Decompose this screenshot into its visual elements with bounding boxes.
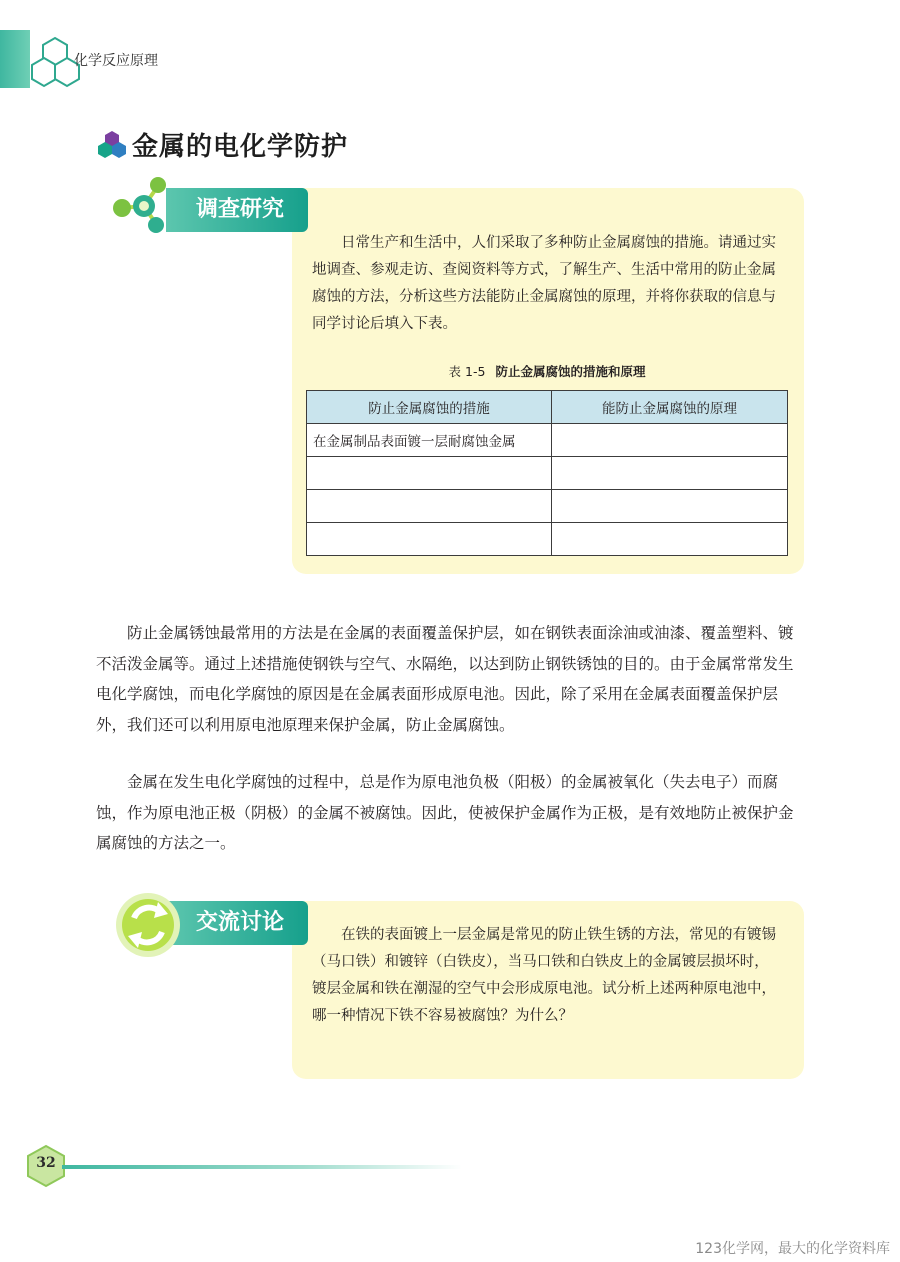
header-title: 化学反应原理 (74, 53, 158, 69)
molecule-icon (108, 174, 180, 238)
header-band (0, 30, 30, 88)
table-cell: 在金属制品表面镀一层耐腐蚀金属 (307, 424, 552, 457)
body-paragraph-1: 防止金属锈蚀最常用的方法是在金属的表面覆盖保护层，如在钢铁表面涂油或油漆、覆盖塑料、镀不活泼金属等。通过上述措施使钢铁与空气、水隔绝，以达到防止钢铁锈蚀的目的。由于金属常常发生电化学腐蚀，而电化学腐蚀的原因是在金属表面形成原电池。因此，除了采用在金属表面覆盖保护层外，我们还可以利用原电池原理来保护金属，防止金属腐蚀。 (96, 624, 794, 734)
watermark: 123化学网，最大的化学资料库 (695, 1241, 890, 1257)
footer-divider (62, 1165, 462, 1169)
table-cell (552, 424, 788, 457)
recycle-icon (112, 888, 184, 962)
measures-table (306, 390, 788, 556)
page-number: 32 (36, 1155, 56, 1171)
table-cell (307, 457, 552, 490)
table-header-measure: 防止金属腐蚀的措施 (307, 391, 552, 424)
discussion-text: 在铁的表面镀上一层金属是常见的防止铁生锈的方法，常见的有镀锡（马口铁）和镀锌（白铁皮），当马口铁和白铁皮上的金属镀层损坏时，镀层金属和铁在潮湿的空气中会形成原电池。试分析上述两种原电池中，哪一种情况下铁不容易被腐蚀？为什么？ (312, 927, 776, 1024)
discussion-tag: 交流讨论 (166, 901, 308, 945)
table-cell (552, 457, 788, 490)
hexagon-logo-icon (30, 34, 80, 90)
body-paragraph-2: 金属在发生电化学腐蚀的过程中，总是作为原电池负极（阳极）的金属被氧化（失去电子）而腐蚀，作为原电池正极（阴极）的金属不被腐蚀。因此，使被保护金属作为正极，是有效地防止被保护金属腐蚀的方法之一。 (96, 773, 794, 852)
table-cell (307, 523, 552, 556)
table-cell (307, 490, 552, 523)
table-header-row (307, 391, 788, 424)
table-cell (552, 490, 788, 523)
section-title: 金属的电化学防护 (132, 132, 349, 162)
table-row (307, 523, 788, 556)
investigation-text: 日常生产和生活中，人们采取了多种防止金属腐蚀的措施。请通过实地调查、参观走访、查阅资料等方式，了解生产、生活中常用的防止金属腐蚀的方法，分析这些方法能防止金属腐蚀的原理，并将你获取的信息与同学讨论后填入下表。 (312, 235, 776, 332)
table-row (307, 490, 788, 523)
cubes-icon (96, 130, 128, 158)
table-row (307, 457, 788, 490)
table-caption-text: 防止金属腐蚀的措施和原理 (495, 364, 646, 379)
table-cell (552, 523, 788, 556)
table-caption (306, 362, 788, 380)
table-header-principle: 能防止金属腐蚀的原理 (552, 391, 788, 424)
table-number: 表 1-5 (448, 364, 486, 379)
table-row (307, 424, 788, 457)
investigation-tag: 调查研究 (166, 188, 308, 232)
